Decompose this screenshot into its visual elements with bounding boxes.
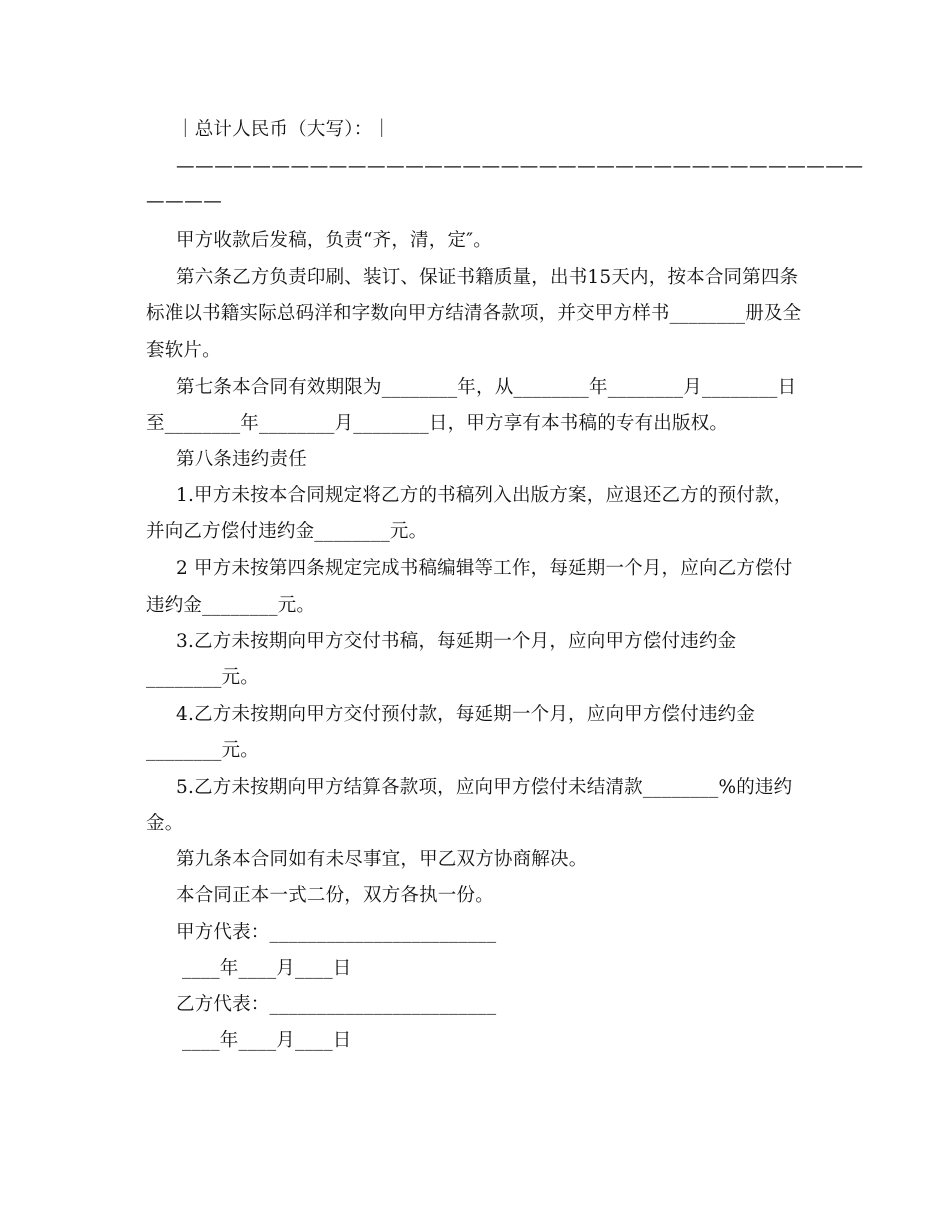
article-6-line: 套软片。 (146, 340, 221, 361)
party-b-signature: 乙方代表：________________________ (176, 994, 497, 1015)
clause-4-line: 4.乙方未按期向甲方交付预付款，每延期一个月，应向甲方偿付违约金 (176, 704, 756, 725)
clause-5-line: 5.乙方未按期向甲方结算各款项，应向甲方偿付未结清款________%的违约 (176, 777, 793, 798)
copies-line: 本合同正本一式二份，双方各执一份。 (176, 885, 494, 906)
paragraph-line: 甲方收款后发稿，负责“齐，清，定″。 (176, 230, 492, 251)
party-a-signature: 甲方代表：________________________ (176, 922, 497, 943)
clause-4-line: ________元。 (146, 740, 260, 761)
party-a-date: ____年____月____日 (182, 958, 352, 979)
article-8-heading: 第八条违约责任 (176, 449, 307, 470)
total-rmb-line: ｜总计人民币（大写）：｜ (176, 119, 392, 140)
clause-3-line: 3.乙方未按期向甲方交付书稿，每延期一个月，应向甲方偿付违约金 (176, 631, 737, 652)
dashed-rule: ———————————————————————————————————— (176, 156, 864, 177)
clause-1-line: 并向乙方偿付违约金________元。 (146, 521, 428, 542)
party-b-date: ____年____月____日 (182, 1030, 352, 1051)
clause-2-line: 违约金________元。 (146, 595, 316, 616)
article-9-line: 第九条本合同如有未尽事宜，甲乙双方协商解决。 (176, 849, 588, 870)
dashed-rule-end: ———— (146, 191, 223, 212)
article-7-line: 第七条本合同有效期限为________年，从________年________月________日 (176, 377, 797, 398)
article-6-line: 第六条乙方负责印刷、装订、保证书籍质量，出书15天内，按本合同第四条 (176, 267, 799, 288)
article-7-line: 至________年________月________日，甲方享有本书稿的专有出版权。 (146, 413, 729, 434)
clause-3-line: ________元。 (146, 667, 260, 688)
article-6-line: 标准以书籍实际总码洋和字数向甲方结清各款项，并交甲方样书________册及全 (146, 303, 802, 324)
clause-2-line: 2 甲方未按第四条规定完成书稿编辑等工作，每延期一个月，应向乙方偿付 (176, 558, 793, 579)
clause-1-line: 1.甲方未按本合同规定将乙方的书稿列入出版方案，应退还乙方的预付款， (176, 485, 793, 506)
clause-5-line: 金。 (146, 813, 184, 834)
